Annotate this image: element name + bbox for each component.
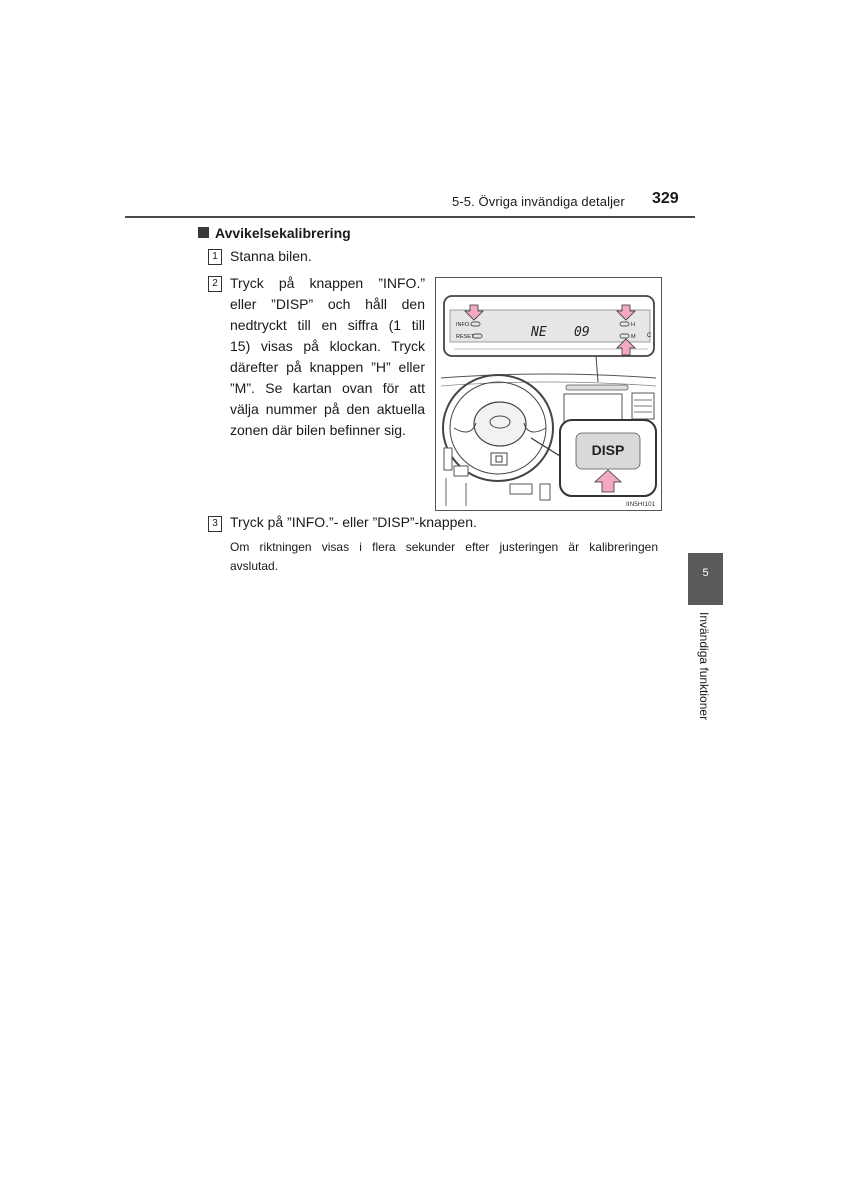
label-m: M <box>631 334 636 340</box>
note-text <box>230 538 658 576</box>
chapter-tab: 5 <box>688 553 723 605</box>
step-2-line: eller ”DISP” och håll den <box>230 296 425 312</box>
label-reset: RESET <box>456 334 475 340</box>
display-zone: 09 <box>574 325 590 340</box>
header-rule <box>125 216 695 218</box>
step-2-line: välja nummer på den aktuella <box>230 401 425 417</box>
step-2-line: 15) visas på klockan. Tryck <box>230 338 425 354</box>
dashboard-illustration <box>435 277 662 511</box>
label-info: INFO. <box>456 322 471 328</box>
step-number-2: 2 <box>208 276 222 292</box>
chapter-title-text: Invändiga funktioner <box>697 612 711 721</box>
label-c: C <box>647 333 652 339</box>
label-h: H <box>631 322 635 328</box>
step-number-3: 3 <box>208 516 222 532</box>
step-2-line: zonen där bilen befinner sig. <box>230 422 406 438</box>
figure-code: IIN5HI101 <box>626 501 656 508</box>
step-3-text: Tryck på ”INFO.”- eller ”DISP”-knappen. <box>230 514 477 530</box>
step-2-line: ”M”. Se kartan ovan för att <box>230 380 425 396</box>
step-2-line: Tryck på knappen ”INFO.” <box>230 275 425 291</box>
section-heading-text: Avvikelsekalibrering <box>215 225 351 241</box>
section-heading <box>198 225 351 241</box>
disp-button-label: DISP <box>591 442 625 458</box>
note-line: avslutad. <box>230 559 279 573</box>
display-direction: NE <box>531 325 547 340</box>
step-2-line: därefter på knappen ”H” eller <box>230 359 425 375</box>
running-header-section: 5-5. Övriga invändiga detaljer <box>452 194 625 209</box>
note-line: Om riktningen visas i flera sekunder efter justeringen är kalibreringen <box>230 540 658 554</box>
step-2-text <box>230 273 425 441</box>
step-number-1: 1 <box>208 249 222 265</box>
page-number: 329 <box>652 190 679 207</box>
chapter-title <box>697 612 711 762</box>
square-bullet-icon <box>198 227 209 238</box>
step-1-text: Stanna bilen. <box>230 248 312 264</box>
step-2-line: nedtryckt till en siffra (1 till <box>230 317 425 333</box>
